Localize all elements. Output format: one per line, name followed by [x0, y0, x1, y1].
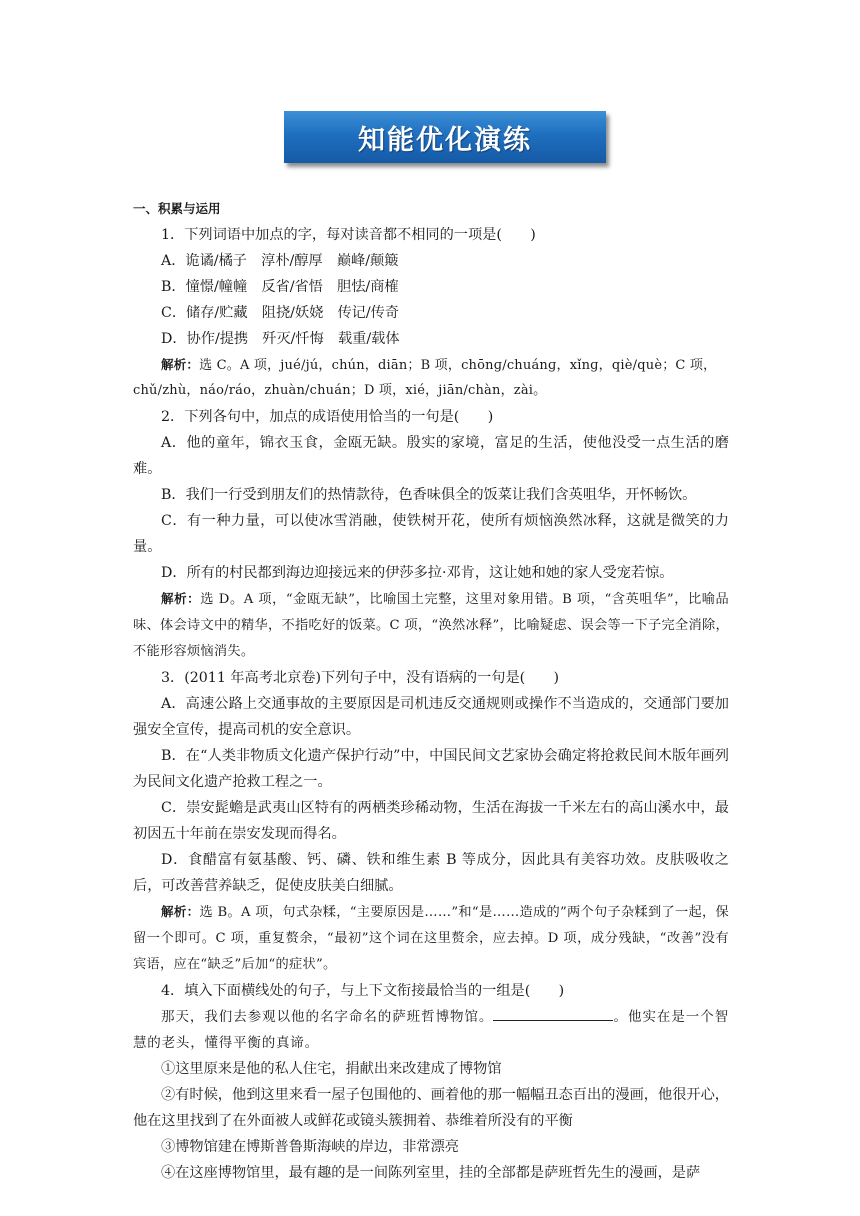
passage-text-after: 。他实在是一个智慧的老头，懂得平衡的真谛。 — [133, 1009, 730, 1051]
question-3-option-d: D．食醋富有氨基酸、钙、磷、铁和维生素 B 等成分，因此具有美容功效。皮肤吸收之后，可改善营养缺乏，促使皮肤美白细腻。 — [133, 852, 729, 894]
question-1-option-d: D．协作/提携 歼灭/忏悔 载重/载体 — [161, 331, 400, 347]
question-2-option-d: D．所有的村民都到海边迎接远来的伊莎多拉·邓肯，这让她和她的家人受宠若惊。 — [161, 565, 674, 581]
question-2-analysis — [133, 586, 729, 665]
question-1-option-c: C．储存/贮藏 阻挠/妖娆 传记/传奇 — [161, 305, 400, 321]
passage-text-before: 那天，我们去参观以他的名字命名的萨班哲博物馆。 — [161, 1009, 494, 1025]
section-heading: 一、积累与运用 — [133, 201, 221, 216]
analysis-label: 解析： — [161, 904, 200, 919]
question-4-item-2: ②有时候，他到这里来看一屋子包围他的、画着他的那一幅幅丑态百出的漫画，他很开心，他在这里找到了在外面被人或鲜花或镜头簇拥着、恭维着所没有的平衡 — [133, 1087, 729, 1129]
title-banner — [284, 111, 606, 163]
analysis-label: 解析： — [161, 591, 201, 606]
question-4-item-1: ①这里原来是他的私人住宅，捐献出来改建成了博物馆 — [161, 1061, 502, 1077]
analysis-text: 选 B。A 项，句式杂糅，“主要原因是……”和“是……造成的”两个句子杂糅到了一起，保留一个即可。C 项，重复赘余，“最初”这个词在这里赘余，应去掉。D 项，成分残缺，“改善”没有宾语，应在“缺乏”后加“的症状”。 — [133, 905, 729, 972]
question-1-stem: 1．下列词语中加点的字，每对读音都不相同的一项是( ) — [161, 227, 536, 243]
question-1-option-a: A．诡谲/橘子 淳朴/醇厚 巅峰/颠簸 — [161, 253, 399, 269]
analysis-text: 选 C。A 项，jué/jú，chún，diān；B 项，chōnɡ/chuánɡ，xǐnɡ，qiè/què；C 项， — [199, 358, 717, 373]
question-2-stem: 2．下列各句中，加点的成语使用恰当的一句是( ) — [161, 409, 494, 425]
fill-blank — [493, 1006, 613, 1021]
question-3-stem: 3．(2011 年高考北京卷)下列句子中，没有语病的一句是( ) — [161, 670, 560, 686]
question-3-option-b: B．在“人类非物质文化遗产保护行动”中，中国民间文艺家协会确定将抢救民间木版年画列为民间文化遗产抢救工程之一。 — [133, 748, 729, 790]
question-2-option-a: A．他的童年，锦衣玉食，金瓯无缺。殷实的家境，富足的生活，使他没受一点生活的磨难。 — [133, 435, 729, 477]
question-4-passage — [133, 1004, 729, 1056]
question-3-option-a: A．高速公路上交通事故的主要原因是司机违反交通规则或操作不当造成的，交通部门要加强安全宣传，提高司机的安全意识。 — [133, 696, 729, 738]
question-3-option-c: C．崇安髭蟾是武夷山区特有的两栖类珍稀动物，生活在海拔一千米左右的高山溪水中，最初因五十年前在崇安发现而得名。 — [133, 800, 729, 842]
question-4-stem: 4．填入下面横线处的句子，与上下文衔接最恰当的一组是( ) — [161, 983, 565, 999]
analysis-text: 选 D。A 项，“金瓯无缺”，比喻国土完整，这里对象用错。B 项，“含英咀华”，比喻品味、体会诗文中的精华，不指吃好的饭菜。C 项，“涣然冰释”，比喻疑虑、误会等一下子完全消除，不能形容烦恼消失。 — [133, 592, 729, 659]
document-body — [133, 196, 729, 1186]
banner-title: 知能优化演练 — [358, 124, 532, 156]
question-4-item-4: ④在这座博物馆里，最有趣的是一间陈列室里，挂的全部都是萨班哲先生的漫画，是萨 — [161, 1165, 701, 1181]
analysis-label: 解析： — [161, 357, 200, 372]
question-4-item-3: ③博物馆建在博斯普鲁斯海峡的岸边，非常漂亮 — [161, 1139, 459, 1155]
question-1-analysis-cont: chǔ/zhù，náo/ráo，zhuàn/chuán；D 项，xié，jiān/chàn，zài。 — [133, 383, 547, 398]
question-1-option-b: B．憧憬/幢幢 反省/省悟 胆怯/商榷 — [161, 279, 399, 295]
question-2-option-c: C．有一种力量，可以使冰雪消融，使铁树开花，使所有烦恼涣然冰释，这就是微笑的力量。 — [133, 513, 729, 555]
question-1-analysis — [133, 352, 729, 378]
question-3-analysis — [133, 899, 729, 978]
question-2-option-b: B．我们一行受到朋友们的热情款待，色香味俱全的饭菜让我们含英咀华，开怀畅饮。 — [161, 487, 697, 503]
